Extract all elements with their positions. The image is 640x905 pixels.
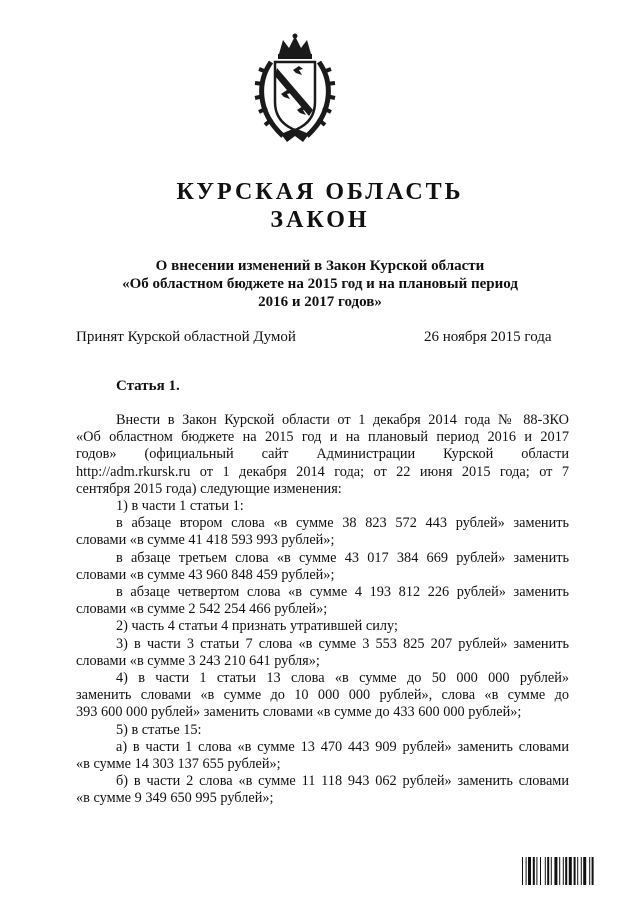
law-title-line-2: «Об областном бюджете на 2015 год и на плановый период [122,276,518,292]
body-line: 2) часть 4 статьи 4 признать утратившей силу; [116,618,398,635]
body-line: словами «в сумме 41 418 593 993 рублей»; [76,532,335,549]
law-title-line-1: О внесении изменений в Закон Курской области [155,258,485,274]
coat-of-arms-emblem [253,32,337,144]
body-line: Внести в Закон Курской области от 1 декабря 2014 года № 88-ЗКО [116,412,569,428]
barcode-image [522,857,612,885]
body-line: б) в части 2 слова «в сумме 11 118 943 062 рублей» заменить словами [116,773,569,790]
body-line: а) в части 1 слова «в сумме 13 470 443 909 рублей» заменить словами [116,738,569,755]
article-heading: Статья 1. [116,378,180,394]
law-heading: ЗАКОН [270,207,370,233]
body-line: «в сумме 14 303 137 655 рублей»; [76,756,281,773]
body-line: сентября 2015 года) следующие изменения: [76,480,342,497]
adoption-date: 26 ноября 2015 года [424,329,552,345]
body-line: «в сумме 9 349 650 995 рублей»; [76,790,274,807]
body-line: 3) в части 3 статьи 7 слова «в сумме 3 553 825 207 рублей» заменить [116,635,569,652]
body-line: в абзаце втором слова «в сумме 38 823 572 443 рублей» заменить [116,515,569,532]
body-line: 393 600 000 рублей» заменить словами «в сумме до 433 600 000 рублей»; [76,704,522,721]
body-line: заменить словами «в сумме до 10 000 000 рублей», слова «в сумме до [76,687,569,704]
region-heading: КУРСКАЯ ОБЛАСТЬ [176,179,464,205]
body-line: в абзаце четвертом слова «в сумме 4 193 812 226 рублей» заменить [116,584,569,601]
law-title-line-3: 2016 и 2017 годов» [258,294,382,310]
body-line: 5) в статье 15: [116,721,202,738]
body-line: словами «в сумме 43 960 848 459 рублей»; [76,566,335,583]
body-line: http://adm.rkursk.ru от 1 декабря 2014 года; от 22 июня 2015 года; от 7 [76,463,569,480]
body-line: 1) в части 1 статьи 1: [116,498,244,515]
body-line: словами «в сумме 2 542 254 466 рублей»; [76,601,328,618]
body-line: в абзаце третьем слова «в сумме 43 017 384 669 рублей» заменить [116,549,569,566]
article-body [76,412,569,808]
body-line: «Об областном бюджете на 2015 год и на плановый период 2016 и 2017 [76,429,569,446]
body-line: 4) в части 1 статьи 13 слова «в сумме до 50 000 000 рублей» [116,670,569,687]
adopted-by: Принят Курской областной Думой [76,329,296,345]
body-line: годов» (официальный сайт Администрации Курской области [76,446,569,463]
body-line: словами «в сумме 3 243 210 641 рубля»; [76,652,320,669]
